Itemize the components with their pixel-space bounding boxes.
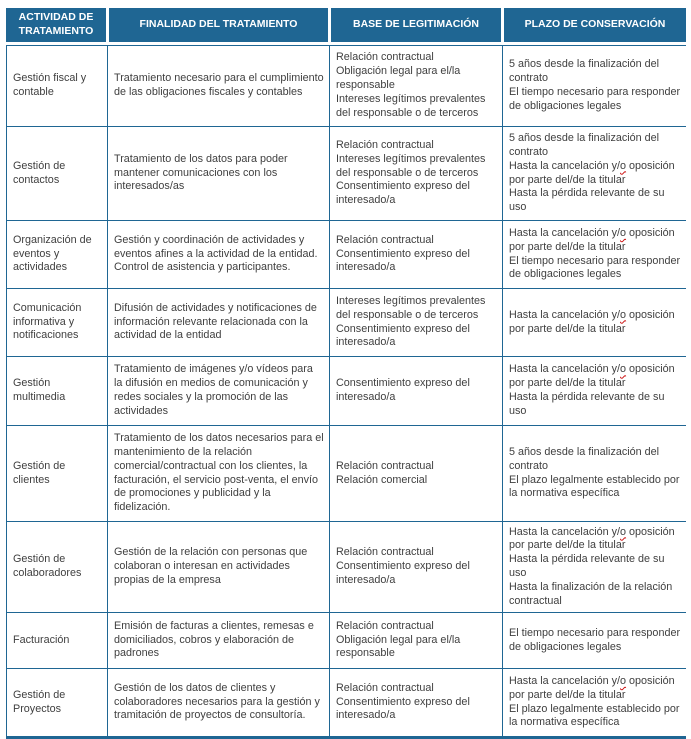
text-line: Relación contractual xyxy=(336,233,434,246)
text-line: Gestión fiscal y contable xyxy=(13,72,87,98)
cell-base-legitimacion xyxy=(330,46,502,126)
text-line: Facturación xyxy=(13,633,70,646)
text-line: 5 años desde la finalización del contrato xyxy=(509,132,660,158)
text-line: Gestión de los datos de clientes y colaboradores necesarios para la gestión y tramitación de proyectos de consultoría. xyxy=(114,681,320,722)
text-line: El plazo legalmente establecido por la normativa específica xyxy=(509,702,680,729)
text-line: Consentimiento expreso del interesado/a xyxy=(336,377,470,403)
cell-base-legitimacion xyxy=(330,221,502,288)
text-line: Hasta la cancelación y/o oposición por parte del/de la titular xyxy=(509,159,675,186)
table-body xyxy=(6,45,686,739)
cell-actividad xyxy=(7,426,107,521)
cell-finalidad xyxy=(108,289,329,356)
text-line: Relación contractual xyxy=(336,138,434,151)
text-line: 5 años desde la finalización del contrato xyxy=(509,58,660,85)
text-line: Hasta la pérdida relevante de su uso xyxy=(509,553,665,579)
text-line: Organización de eventos y actividades xyxy=(13,233,92,274)
text-line: Gestión de clientes xyxy=(13,459,66,486)
text-line: Relación contractual xyxy=(336,619,434,632)
text-line: Hasta la cancelación y/o oposición por parte del/de la titular xyxy=(509,674,675,701)
text-line: Hasta la cancelación y/o oposición por parte del/de la titular xyxy=(509,525,675,552)
text-line: Relación contractual xyxy=(336,51,434,64)
cell-actividad xyxy=(7,357,107,425)
text-line: Hasta la finalización de la relación contractual xyxy=(509,580,673,607)
text-line: Tratamiento de los datos para poder mantener comunicaciones con los interesados/as xyxy=(114,152,288,193)
text-line: Relación contractual xyxy=(336,459,434,472)
header-base-de-legitimacion: BASE DE LEGITIMACIÓN xyxy=(331,8,501,42)
header-finalidad-del-tratamiento: FINALIDAD DEL TRATAMIENTO xyxy=(109,8,328,42)
text-line: Intereses legítimos prevalentes del responsable o de terceros xyxy=(336,294,486,321)
cell-base-legitimacion xyxy=(330,127,502,220)
table-header-row xyxy=(6,8,686,42)
text-line: El plazo legalmente establecido por la normativa específica xyxy=(509,473,680,500)
spellcheck-squiggle: o xyxy=(620,308,627,321)
cell-plazo-conservacion xyxy=(503,522,687,612)
cell-plazo-conservacion xyxy=(503,221,687,288)
text-line: Hasta la cancelación y/o oposición por parte del/de la titular xyxy=(509,363,675,390)
cell-finalidad xyxy=(108,669,329,736)
cell-plazo-conservacion xyxy=(503,357,687,425)
spellcheck-squiggle: o xyxy=(620,159,627,172)
text-line: El tiempo necesario para responder de obligaciones legales xyxy=(509,626,681,653)
cell-actividad xyxy=(7,46,107,126)
text-line: Relación contractual xyxy=(336,546,434,559)
text-line: Control de asistencia y participantes. xyxy=(114,261,291,274)
cell-finalidad xyxy=(108,221,329,288)
cell-base-legitimacion xyxy=(330,669,502,736)
cell-plazo-conservacion xyxy=(503,289,687,356)
cell-finalidad xyxy=(108,46,329,126)
cell-finalidad xyxy=(108,127,329,220)
text-line: Relación contractual xyxy=(336,681,434,694)
cell-actividad xyxy=(7,613,107,668)
text-line: Tratamiento necesario para el cumplimiento de las obligaciones fiscales y contables xyxy=(114,72,324,98)
header-plazo-de-conservacion: PLAZO DE CONSERVACIÓN xyxy=(504,8,686,42)
text-line: Hasta la cancelación y/o oposición por parte del/de la titular xyxy=(509,308,675,335)
text-line: Consentimiento expreso del interesado/a xyxy=(336,560,470,586)
cell-plazo-conservacion xyxy=(503,127,687,220)
text-line: 5 años desde la finalización del contrato xyxy=(509,445,660,472)
text-line: Obligación legal para el/la responsable xyxy=(336,65,461,92)
cell-plazo-conservacion xyxy=(503,46,687,126)
cell-base-legitimacion xyxy=(330,289,502,356)
cell-plazo-conservacion xyxy=(503,669,687,736)
header-actividad-de-tratamiento: ACTIVIDAD DE TRATAMIENTO xyxy=(6,8,106,42)
text-line: Intereses legítimos prevalentes del responsable o de terceros xyxy=(336,152,486,179)
text-line: Gestión de la relación con personas que colaboran o interesan en actividades propias de la empresa xyxy=(114,546,308,586)
cell-actividad xyxy=(7,127,107,220)
text-line: Gestión y coordinación de actividades y eventos afines a la actividad de la entidad. xyxy=(114,233,318,260)
spellcheck-squiggle: o xyxy=(620,674,627,687)
text-line: Obligación legal para el/la responsable xyxy=(336,633,461,660)
data-processing-register-table xyxy=(6,8,686,739)
text-line: Difusión de actividades y notificaciones de información relevante relacionada con la actividad de la entidad xyxy=(114,301,317,342)
cell-finalidad xyxy=(108,357,329,425)
text-line: Tratamiento de imágenes y/o vídeos para la difusión en medios de comunicación y redes sociales y la promoción de las actividades xyxy=(114,363,313,417)
spellcheck-squiggle: o xyxy=(620,525,627,538)
text-line: Emisión de facturas a clientes, remesas e domiciliados, cobros y elaboración de padrones xyxy=(114,619,314,660)
spellcheck-squiggle: o xyxy=(620,226,627,239)
cell-base-legitimacion xyxy=(330,426,502,521)
text-line: Gestión de contactos xyxy=(13,159,66,186)
text-line: Consentimiento expreso del interesado/a xyxy=(336,180,470,207)
text-line: Hasta la pérdida relevante de su uso xyxy=(509,391,665,417)
text-line: Hasta la pérdida relevante de su uso xyxy=(509,187,665,214)
cell-base-legitimacion xyxy=(330,522,502,612)
cell-actividad xyxy=(7,221,107,288)
text-line: Hasta la cancelación y/o oposición por parte del/de la titular xyxy=(509,226,675,253)
text-line: El tiempo necesario para responder de obligaciones legales xyxy=(509,86,681,112)
cell-finalidad xyxy=(108,426,329,521)
cell-plazo-conservacion xyxy=(503,426,687,521)
text-line: Gestión multimedia xyxy=(13,377,66,403)
text-line: Relación comercial xyxy=(336,473,428,486)
cell-actividad xyxy=(7,289,107,356)
text-line: El tiempo necesario para responder de obligaciones legales xyxy=(509,254,681,281)
cell-plazo-conservacion xyxy=(503,613,687,668)
cell-actividad xyxy=(7,669,107,736)
text-line: Gestión de colaboradores xyxy=(13,553,82,579)
cell-finalidad xyxy=(108,613,329,668)
text-line: Consentimiento expreso del interesado/a xyxy=(336,247,470,274)
cell-base-legitimacion xyxy=(330,613,502,668)
cell-base-legitimacion xyxy=(330,357,502,425)
cell-finalidad xyxy=(108,522,329,612)
text-line: Tratamiento de los datos necesarios para el mantenimiento de la relación comercial/contractual con los clientes, la facturación, el servicio post-venta, el envío de promociones y publicidad y la fidelización. xyxy=(114,432,324,514)
text-line: Intereses legítimos prevalentes del responsable o de terceros xyxy=(336,92,486,119)
text-line: Comunicación informativa y notificaciones xyxy=(13,301,82,342)
spellcheck-squiggle: o xyxy=(620,363,627,376)
cell-actividad xyxy=(7,522,107,612)
text-line: Gestión de Proyectos xyxy=(13,688,66,715)
text-line: Consentimiento expreso del interesado/a xyxy=(336,322,470,349)
text-line: Consentimiento expreso del interesado/a xyxy=(336,695,470,722)
